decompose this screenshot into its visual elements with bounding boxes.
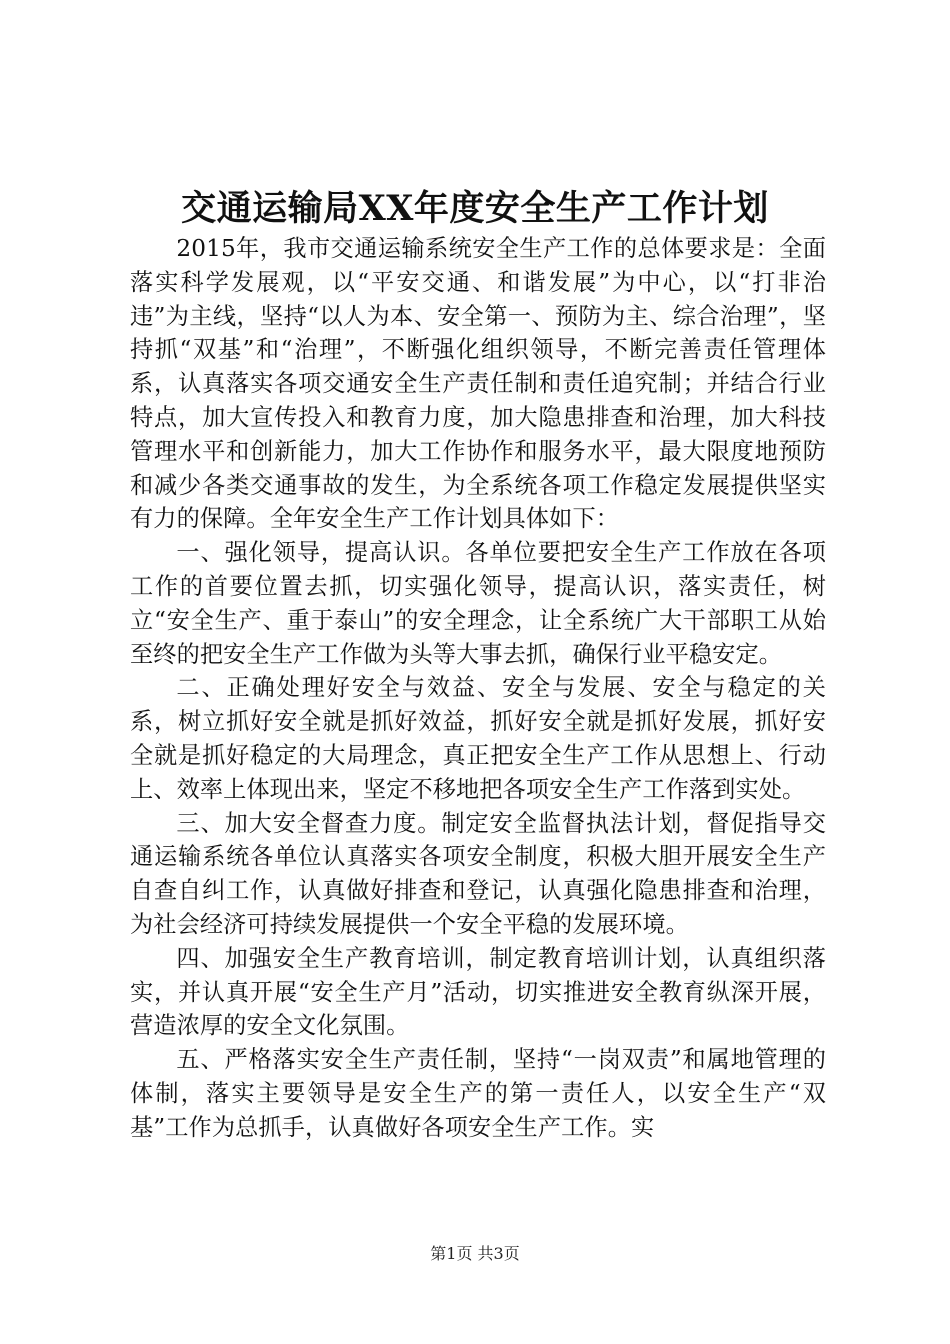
document-title: 交通运输局XX年度安全生产工作计划 <box>181 188 769 229</box>
paragraph-intro: 2015年，我市交通运输系统安全生产工作的总体要求是：全面落实科学发展观，以“平安交通、和谐发展”为中心，以“打非治违”为主线，坚持“以人为本、安全第一、预防为主、综合治理”，坚持抓“双基”和“治理”，不断强化组织领导，不断完善责任管理体系，认真落实各项交通安全生产责任制和责任追究制；并结合行业特点，加大宣传投入和教育力度，加大隐患排查和治理，加大科技管理水平和创新能力，加大工作协作和服务水平，最大限度地预防和减少各类交通事故的发生，为全系统各项工作稳定发展提供坚实有力的保障。全年安全生产工作计划具体如下： <box>130 235 826 533</box>
paragraph-item-4: 四、加强安全生产教育培训，制定教育培训计划，认真组织落实，并认真开展“安全生产月”活动，切实推进安全教育纵深开展，营造浓厚的安全文化氛围。 <box>130 944 826 1040</box>
document-body <box>130 232 826 1145</box>
paragraph-item-2: 二、正确处理好安全与效益、安全与发展、安全与稳定的关系，树立抓好安全就是抓好效益，抓好安全就是抓好发展，抓好安全就是抓好稳定的大局理念，真正把安全生产工作从思想上、行动上、效率上体现出来，坚定不移地把各项安全生产工作落到实处。 <box>130 674 826 803</box>
page-footer: 第1页 共3页 <box>430 1244 520 1263</box>
paragraph-item-1: 一、强化领导，提高认识。各单位要把安全生产工作放在各项工作的首要位置去抓，切实强化领导，提高认识，落实责任，树立“安全生产、重于泰山”的安全理念，让全系统广大干部职工从始至终的把安全生产工作做为头等大事去抓，确保行业平稳安定。 <box>130 539 826 668</box>
paragraph-item-3: 三、加大安全督查力度。制定安全监督执法计划，督促指导交通运输系统各单位认真落实各项安全制度，积极大胆开展安全生产自查自纠工作，认真做好排查和登记，认真强化隐患排查和治理，为社会经济可持续发展提供一个安全平稳的发展环境。 <box>130 809 826 938</box>
paragraph-item-5: 五、严格落实安全生产责任制，坚持“一岗双责”和属地管理的体制，落实主要领导是安全生产的第一责任人，以安全生产“双基”工作为总抓手，认真做好各项安全生产工作。实 <box>130 1046 826 1141</box>
